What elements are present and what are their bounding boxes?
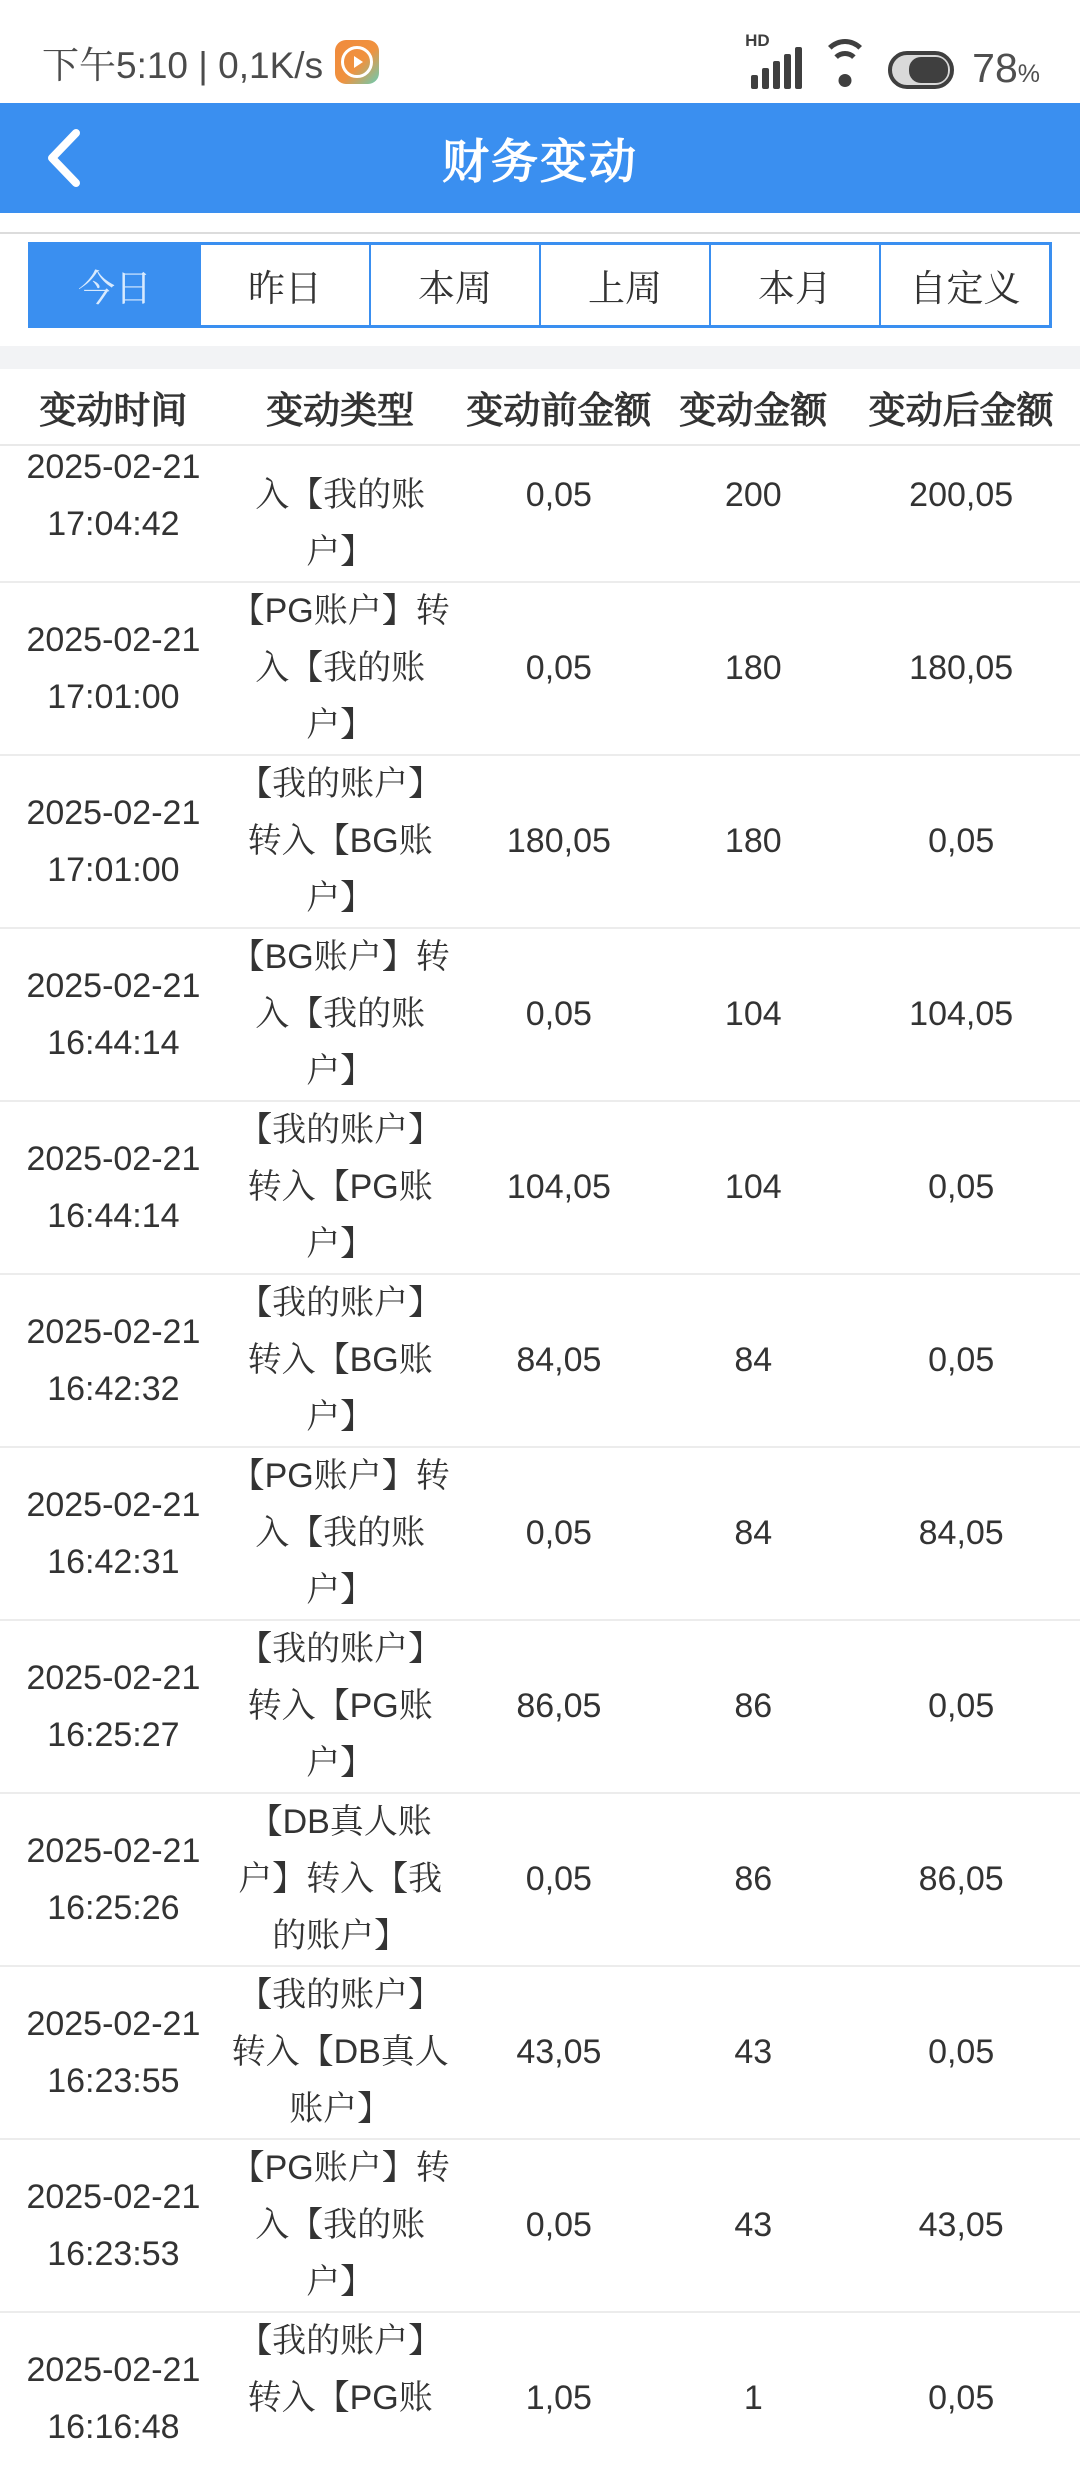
row-change-amount: 43	[734, 2033, 773, 2071]
tab-item[interactable]	[541, 245, 711, 325]
row-amount-after: 0,05	[928, 2379, 995, 2417]
row-change-type: 【PG账户】转 入【我的账 户】	[230, 1457, 450, 1609]
row-amount-after: 86,05	[918, 1860, 1004, 1898]
tab-item[interactable]	[711, 245, 881, 325]
table-row	[0, 1965, 1080, 2138]
row-amount-after: 0,05	[928, 1168, 995, 1206]
signal-bars-icon	[745, 31, 802, 89]
row-amount-after: 180,05	[909, 649, 1014, 687]
row-change-type: 【我的账户】 转入【BG账 户】	[238, 765, 443, 917]
row-change-amount: 43	[734, 2206, 773, 2244]
row-change-type: 【我的账户】 转入【PG账 户】	[238, 1111, 443, 1263]
row-change-type: 【我的账户】 转入【PG账 户】	[238, 1630, 443, 1782]
table-row	[0, 1100, 1080, 1273]
row-amount-after: 104,05	[909, 995, 1014, 1033]
row-change-amount: 1	[743, 2379, 763, 2417]
row-amount-before: 43,05	[516, 2033, 602, 2071]
row-change-time: 2025-02-21 16:25:27	[26, 1658, 201, 1754]
row-change-amount: 104	[724, 1168, 782, 1206]
tab-label: 今日	[78, 268, 152, 309]
row-change-amount: 180	[724, 649, 782, 687]
hotspot-icon	[820, 43, 870, 89]
transaction-table	[0, 410, 1080, 2484]
video-play-app-icon	[335, 40, 379, 84]
chevron-left-icon	[44, 127, 84, 189]
column-header: 变动时间	[39, 389, 188, 431]
status-bar	[0, 0, 1080, 103]
row-change-time: 2025-02-21 17:04:42	[26, 447, 201, 543]
row-change-amount: 86	[734, 1860, 773, 1898]
page-title: 财务变动	[442, 134, 638, 188]
row-amount-after: 43,05	[918, 2206, 1004, 2244]
tab-item[interactable]	[371, 245, 541, 325]
column-header: 变动前金额	[466, 389, 652, 431]
row-change-time: 2025-02-21 17:01:00	[26, 793, 201, 889]
table-row	[0, 1792, 1080, 1965]
hd-badge: HD	[745, 31, 770, 50]
table-row	[0, 2311, 1080, 2484]
table-row	[0, 927, 1080, 1100]
row-change-type: 【PG账户】转 入【我的账 户】	[230, 592, 450, 744]
tab-label: 自定义	[909, 268, 1021, 309]
status-time-speed: 下午5:10 | 0,1K/s	[42, 45, 324, 86]
row-change-amount: 86	[734, 1687, 773, 1725]
row-change-type: 入【我的账 户】	[255, 476, 426, 571]
row-amount-before: 0,05	[525, 649, 592, 687]
battery-percent: 78%	[972, 45, 1040, 91]
row-change-time: 2025-02-21 16:23:53	[26, 2177, 201, 2273]
divider	[0, 232, 1080, 234]
row-amount-before: 86,05	[516, 1687, 602, 1725]
table-row	[0, 1273, 1080, 1446]
row-change-time: 2025-02-21 16:44:14	[26, 1139, 201, 1235]
tab-label: 上周	[588, 268, 662, 309]
row-amount-after: 0,05	[928, 1687, 995, 1725]
column-header: 变动类型	[266, 389, 415, 431]
row-amount-before: 0,05	[525, 1860, 592, 1898]
tab-item[interactable]	[881, 245, 1049, 325]
row-amount-before: 0,05	[525, 1514, 592, 1552]
tab-item[interactable]	[31, 245, 201, 325]
row-amount-before: 0,05	[525, 995, 592, 1033]
row-change-type: 【PG账户】转 入【我的账 户】	[230, 2149, 450, 2301]
row-amount-after: 84,05	[918, 1514, 1004, 1552]
row-amount-before: 0,05	[525, 2206, 592, 2244]
section-divider	[0, 346, 1080, 369]
row-amount-after: 200,05	[909, 476, 1014, 514]
row-change-type: 【DB真人账 户】转入【我 的账户】	[238, 1803, 443, 1955]
row-change-time: 2025-02-21 16:44:14	[26, 966, 201, 1062]
table-row	[0, 581, 1080, 754]
row-amount-after: 0,05	[928, 822, 995, 860]
table-row	[0, 1619, 1080, 1792]
column-header: 变动后金额	[868, 389, 1054, 431]
row-amount-before: 104,05	[506, 1168, 611, 1206]
row-change-amount: 84	[734, 1341, 773, 1379]
play-triangle-icon	[354, 56, 363, 68]
top-chrome	[0, 0, 1080, 446]
row-change-type: 【BG账户】转 入【我的账 户】	[230, 938, 450, 1090]
row-change-time: 2025-02-21 16:42:32	[26, 1312, 201, 1408]
table-row	[0, 1446, 1080, 1619]
row-change-amount: 180	[724, 822, 782, 860]
tab-band	[0, 213, 1080, 346]
row-change-amount: 84	[734, 1514, 773, 1552]
row-amount-before: 0,05	[525, 476, 592, 514]
row-change-type: 【我的账户】 转入【DB真人 账户】	[231, 1976, 449, 2128]
row-change-time: 2025-02-21 17:01:00	[26, 620, 201, 716]
row-change-time: 2025-02-21 16:42:31	[26, 1485, 201, 1581]
table-row	[0, 2138, 1080, 2311]
column-header: 变动金额	[679, 389, 828, 431]
row-change-amount: 104	[724, 995, 782, 1033]
row-change-time: 2025-02-21 16:16:48	[26, 2350, 201, 2446]
back-button[interactable]	[44, 103, 124, 213]
table-header	[0, 369, 1080, 446]
row-change-type: 【我的账户】 转入【PG账	[238, 2322, 443, 2417]
battery-icon	[888, 51, 954, 89]
tab-label: 本月	[758, 268, 832, 309]
row-amount-after: 0,05	[928, 1341, 995, 1379]
row-change-time: 2025-02-21 16:25:26	[26, 1831, 201, 1927]
row-amount-after: 0,05	[928, 2033, 995, 2071]
row-amount-before: 1,05	[525, 2379, 592, 2417]
row-amount-before: 180,05	[506, 822, 611, 860]
tab-item[interactable]	[201, 245, 371, 325]
row-change-type: 【我的账户】 转入【BG账 户】	[238, 1284, 443, 1436]
app-bar	[0, 103, 1080, 213]
row-change-time: 2025-02-21 16:23:55	[26, 2004, 201, 2100]
row-change-amount: 200	[724, 476, 782, 514]
row-amount-before: 84,05	[516, 1341, 602, 1379]
tab-label: 本周	[418, 268, 492, 309]
tab-label: 昨日	[248, 268, 322, 309]
date-range-tabs	[28, 242, 1052, 328]
table-row	[0, 754, 1080, 927]
play-ring-icon	[341, 46, 373, 78]
